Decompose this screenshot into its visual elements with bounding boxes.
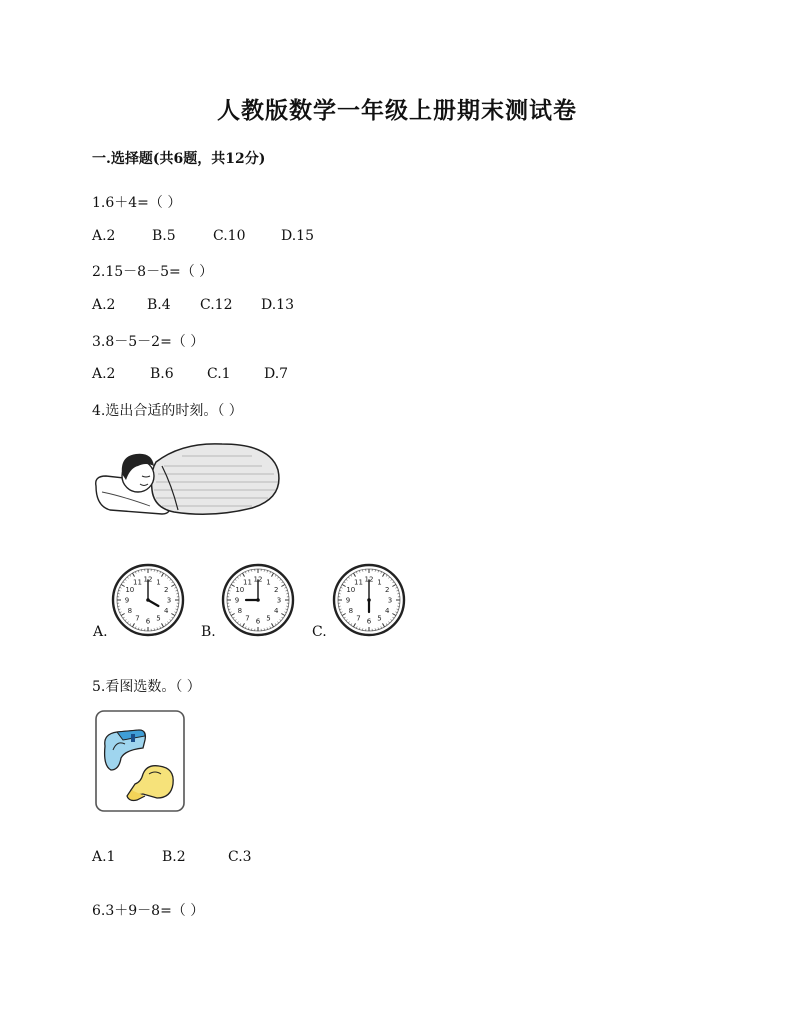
question-6-stem: 6.3＋9－8=（ ） <box>92 903 205 919</box>
clock-number: 4 <box>384 607 390 615</box>
question-4-stem: 4.选出合适的时刻。（ ） <box>92 403 243 419</box>
clock-number: 7 <box>135 614 140 623</box>
clock-option-a-label[interactable]: A. <box>93 624 108 640</box>
question-5-stem: 5.看图选数。（ ） <box>92 679 201 695</box>
clock-b[interactable] <box>221 563 295 637</box>
option-b[interactable]: B.2 <box>162 849 186 865</box>
clock-number: 6 <box>145 617 151 626</box>
clock-number: 7 <box>356 614 361 623</box>
clock-number: 11 <box>133 578 142 587</box>
clock-number: 2 <box>273 586 279 594</box>
clock-number: 6 <box>255 617 261 626</box>
clock-number: 3 <box>276 596 282 605</box>
clock-number: 1 <box>156 578 161 587</box>
clock-number: 11 <box>354 578 363 587</box>
clock-number: 2 <box>384 586 390 594</box>
clock-number: 1 <box>377 578 382 587</box>
clock-number: 12 <box>364 575 374 584</box>
question-3-stem: 3.8－5－2=（ ） <box>92 334 205 350</box>
clock-number: 2 <box>163 586 169 594</box>
option-b[interactable]: B.5 <box>152 228 176 244</box>
option-a[interactable]: A.1 <box>92 849 116 865</box>
clock-number: 12 <box>253 575 263 584</box>
question-2-stem: 2.15－8－5=（ ） <box>92 264 214 280</box>
clock-number: 9 <box>234 596 240 605</box>
clock-a[interactable] <box>111 563 185 637</box>
clock-number: 8 <box>237 607 243 615</box>
option-a[interactable]: A.2 <box>92 228 116 244</box>
clock-center <box>146 598 150 602</box>
question-3-options <box>92 366 288 382</box>
option-c[interactable]: C.1 <box>207 366 231 382</box>
clock-number: 5 <box>377 614 382 623</box>
clock-number: 4 <box>273 607 279 615</box>
clock-c[interactable] <box>332 563 406 637</box>
section-heading: 一.选择题(共6题，共12分) <box>92 151 266 167</box>
clock-number: 5 <box>156 614 161 623</box>
clock-number: 9 <box>345 596 351 605</box>
clock-option-c-label[interactable]: C. <box>312 624 327 640</box>
option-d[interactable]: D.13 <box>261 297 294 313</box>
clock-number: 11 <box>243 578 252 587</box>
option-c[interactable]: C.3 <box>228 849 252 865</box>
clock-option-b-label[interactable]: B. <box>201 624 216 640</box>
question-2-options <box>92 297 294 313</box>
sleeping-child-illustration <box>92 436 284 520</box>
clock-number: 12 <box>143 575 153 584</box>
clock-center <box>256 598 260 602</box>
clock-number: 5 <box>266 614 271 623</box>
option-c[interactable]: C.12 <box>200 297 233 313</box>
option-b[interactable]: B.4 <box>147 297 171 313</box>
clock-number: 9 <box>124 596 130 605</box>
clock-center <box>367 598 371 602</box>
question-5-options <box>92 849 252 865</box>
clock-number: 8 <box>127 607 133 615</box>
clock-number: 6 <box>366 617 372 626</box>
clock-number: 1 <box>266 578 271 587</box>
question-1-options <box>92 228 314 244</box>
option-a[interactable]: A.2 <box>92 297 116 313</box>
clock-number: 4 <box>163 607 169 615</box>
clock-number: 8 <box>348 607 354 615</box>
question-1-stem: 1.6＋4=（ ） <box>92 195 182 211</box>
clock-number: 3 <box>166 596 172 605</box>
option-d[interactable]: D.15 <box>281 228 314 244</box>
clock-number: 7 <box>245 614 250 623</box>
clock-number: 3 <box>387 596 393 605</box>
clock-number: 10 <box>235 586 245 594</box>
option-c[interactable]: C.10 <box>213 228 246 244</box>
clock-number: 10 <box>346 586 356 594</box>
option-a[interactable]: A.2 <box>92 366 116 382</box>
whistle-picture <box>95 710 185 812</box>
option-d[interactable]: D.7 <box>264 366 289 382</box>
page-title: 人教版数学一年级上册期末测试卷 <box>217 97 577 124</box>
option-b[interactable]: B.6 <box>150 366 174 382</box>
clock-number: 10 <box>125 586 135 594</box>
